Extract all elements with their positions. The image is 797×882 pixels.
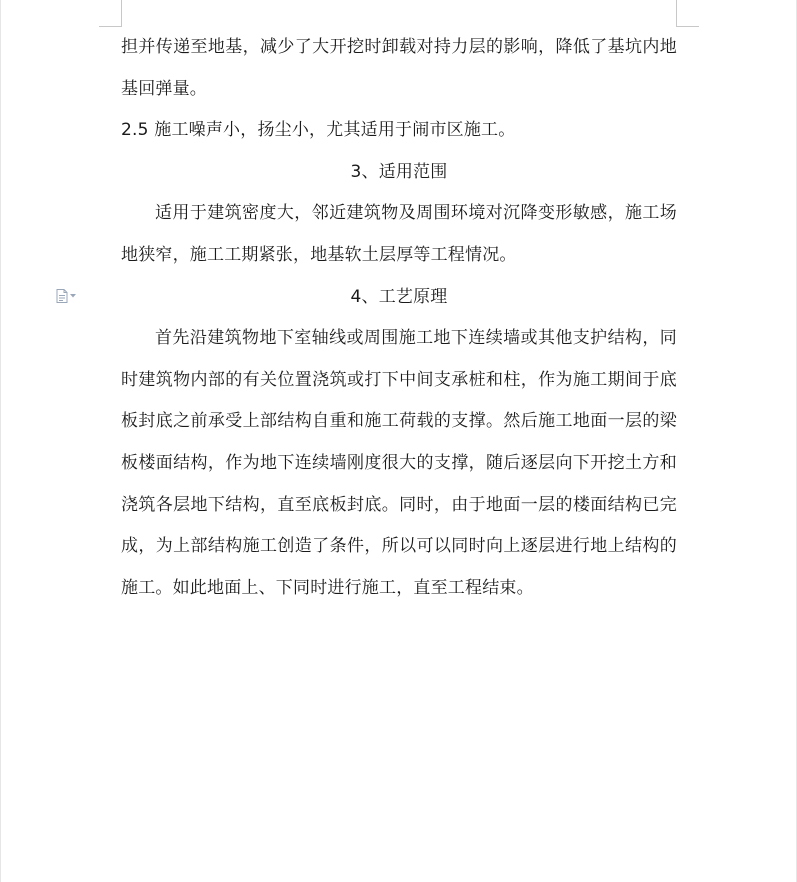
paragraph-item-2-5: 2.5 施工噪声小，扬尘小，尤其适用于闹市区施工。 [121,120,516,141]
paragraph-continuation: 担并传递至地基，减少了大开挖时卸载对持力层的影响，降低了基坑内地基回弹量。 [121,37,677,99]
document-body [121,27,677,609]
paragraph-scope: 适用于建筑密度大，邻近建筑物及周围环境对沉降变形敏感，施工场地狭窄，施工工期紧张，地基软土层厚等工程情况。 [121,203,677,265]
page-corner-mark-right [676,0,699,27]
paragraph-principle: 首先沿建筑物地下室轴线或周围施工地下连续墙或其他支护结构，同时建筑物内部的有关位置浇筑或打下中间支承桩和柱，作为施工期间于底板封底之前承受上部结构自重和施工荷载的支撑。然后施工地面一层的梁板楼面结构，作为地下连续墙刚度很大的支撑，随后逐层向下开挖土方和浇筑各层地下结构，直至底板封底。同时，由于地面一层的楼面结构已完成，为上部结构施工创造了条件，所以可以同时向上逐层进行地上结构的施工。如此地面上、下同时进行施工，直至工程结束。 [121,328,677,598]
paragraph-margin-marker[interactable] [56,289,82,303]
section-heading-principle: 4、工艺原理 [350,286,448,307]
section-heading-scope: 3、适用范围 [350,161,448,182]
document-icon [56,289,68,303]
chevron-down-icon [70,294,76,298]
page-corner-mark-left [99,0,122,27]
